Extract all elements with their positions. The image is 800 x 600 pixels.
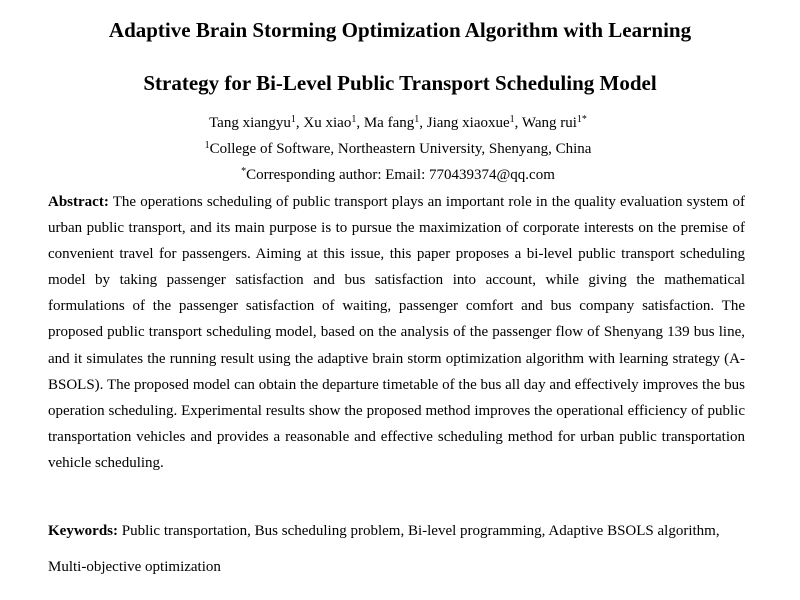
author xyxy=(364,115,427,131)
author-name: Tang xiangyu xyxy=(209,115,291,131)
author-separator: , xyxy=(295,115,304,131)
author-affiliation-mark: 1* xyxy=(576,114,587,125)
author-name: Wang rui xyxy=(521,115,577,131)
paper-title-line-2: Strategy for Bi-Level Public Transport Scheduling Model xyxy=(143,71,657,95)
author xyxy=(522,115,587,131)
corresponding-author xyxy=(0,165,796,185)
affiliation-text: College of Software, Northeastern University, Shenyang, China xyxy=(209,141,592,157)
paper-title-line-1: Adaptive Brain Storming Optimization Algorithm with Learning xyxy=(108,18,692,42)
corresponding-mark: * xyxy=(241,166,247,177)
author-separator: , xyxy=(514,115,522,131)
author-affiliation-mark: 1 xyxy=(509,114,515,125)
author-affiliation-mark: 1 xyxy=(290,114,296,125)
abstract xyxy=(48,189,745,476)
author-affiliation-mark: 1 xyxy=(414,114,420,125)
keywords-text: Public transportation, Bus scheduling problem, Bi-level programming, Adaptive BSOLS algorithm, Multi-objective optimization xyxy=(48,523,720,575)
author-list xyxy=(0,113,796,133)
keywords-label: Keywords: xyxy=(48,523,118,539)
abstract-label: Abstract: xyxy=(48,194,109,210)
author xyxy=(303,115,363,131)
corresponding-text: Corresponding author: Email: 770439374@qq.com xyxy=(246,167,555,183)
author xyxy=(209,115,303,131)
author-name: Ma fang xyxy=(363,115,415,131)
author xyxy=(427,115,522,131)
affiliation-mark: 1 xyxy=(204,140,210,151)
author-separator: , xyxy=(356,115,364,131)
keywords xyxy=(48,513,745,585)
affiliation xyxy=(0,139,796,159)
author-name: Jiang xiaoxue xyxy=(426,115,510,131)
author-separator: , xyxy=(419,115,427,131)
abstract-text: The operations scheduling of public transport plays an important role in the quality evaluation system of urban public transport, and its main purpose is to pursue the maximization of corporate interests on the premise of convenient travel for passengers. Aiming at this issue, this paper proposes a bi-level public transport scheduling model by taking passenger satisfaction and bus satisfaction into account, while giving the mathematical formulations of the passenger satisfaction of waiting, passenger comfort and bus company satisfaction. The proposed public transport scheduling model, based on the analysis of the passenger flow of Shenyang 139 bus line, and it simulates the running result using the adaptive brain storm optimization algorithm with learning strategy (A-BSOLS). The proposed model can obtain the departure timetable of the bus all day and effectively improves the bus operation scheduling. Experimental results show the proposed method improves the operational efficiency of public transportation vehicles and provides a reasonable and effective scheduling method for urban public transportation vehicle scheduling. xyxy=(48,194,745,471)
author-affiliation-mark: 1 xyxy=(351,114,357,125)
author-name: Xu xiao xyxy=(303,115,352,131)
